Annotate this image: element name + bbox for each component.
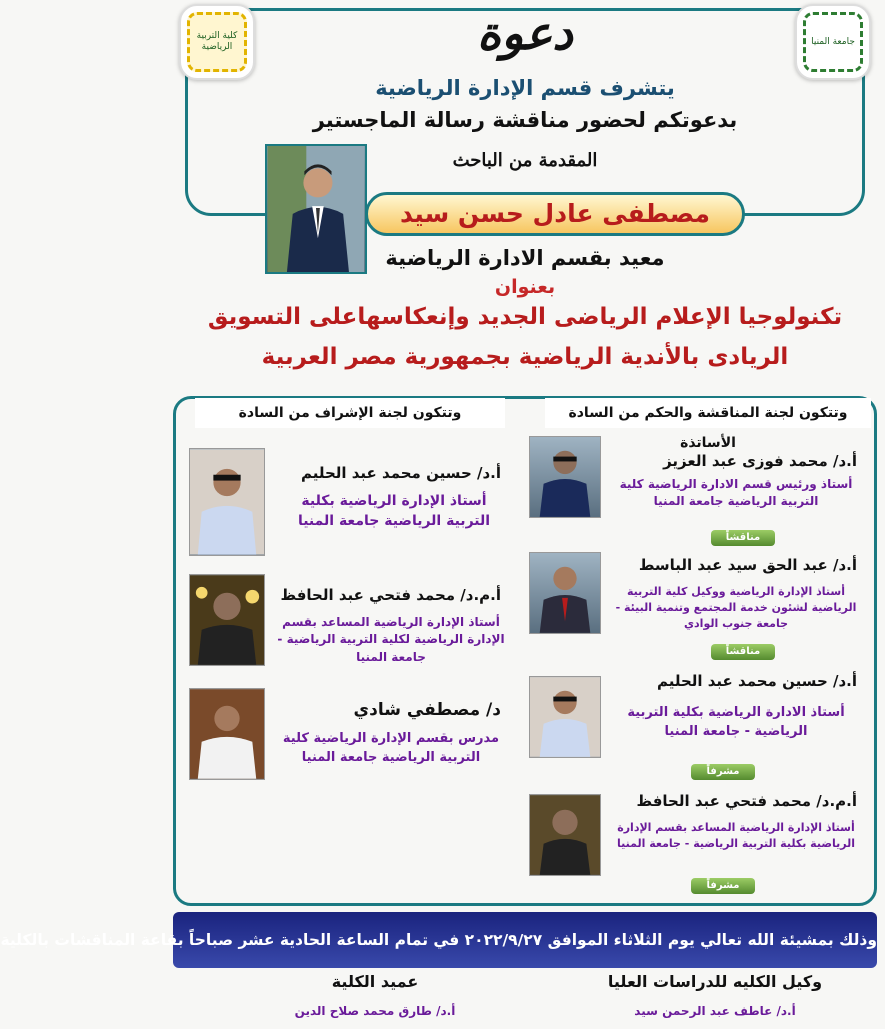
member-description: مدرس بقسم الإدارة الرياضية كلية التربية الرياضية جامعة المنيا [282, 731, 500, 765]
person-silhouette-icon [530, 795, 600, 875]
member-name: د/ مصطفي شادي [353, 700, 501, 720]
supervision-committee-heading: وتتكون لجنة الإشراف من السادة [195, 398, 505, 428]
member-description: أستاذ ورئيس قسم الادارة الرياضية كلية التربية الرياضية جامعة المنيا [619, 477, 853, 509]
thesis-title-line-1: تكنولوجيا الإعلام الرياضى الجديد وإنعكاسهاعلى التسويق [207, 304, 843, 330]
presented-by-label: المقدمة من الباحث [452, 150, 598, 171]
member-name: أ.د/ عبد الحق سيد عبد الباسط [638, 556, 857, 574]
vice-dean-title: وكيل الكليه للدراسات العليا [607, 972, 823, 991]
member-name: أ.د/ محمد فوزى عبد العزيز [663, 452, 857, 470]
discussion-member-1 [525, 436, 865, 548]
member-description: أستاذ الادارة الرياضية بكلية التربية الرياضية - جامعة المنيا [627, 705, 845, 739]
supervision-member-2 [185, 572, 515, 688]
host-department-line: يتشرف قسم الإدارة الرياضية [375, 76, 675, 100]
logo-right-text: جامعة المنيا [803, 12, 863, 72]
thesis-title-label: بعنوان [494, 276, 556, 298]
dean-title: عميد الكلية [331, 972, 419, 991]
member-description: أستاذ الإدارة الرياضية المساعد بقسم الإدارة الرياضية لكلية التربية الرياضية - جامعة المنيا [277, 615, 505, 664]
member-photo [189, 574, 265, 666]
member-role-badge: مناقشاً [711, 644, 775, 660]
researcher-name: مصطفى عادل حسن سيد [365, 192, 745, 236]
member-role-badge: مشرفاً [691, 878, 755, 894]
discussion-committee-heading: وتتكون لجنة المناقشة والحكم من السادة الأساتذة [545, 398, 871, 428]
supervision-member-1 [185, 446, 515, 562]
member-name: أ.م.د/ محمد فتحي عبد الحافظ [636, 792, 857, 810]
discussion-member-2 [525, 552, 865, 660]
discussion-member-4 [525, 790, 865, 902]
member-photo [529, 794, 601, 876]
person-silhouette-icon [530, 677, 600, 757]
person-silhouette-icon [530, 437, 600, 517]
person-silhouette-icon [190, 449, 264, 555]
dean-name: أ.د/ طارق محمد صلاح الدين [294, 1004, 456, 1018]
person-silhouette-icon [190, 689, 264, 779]
member-photo [189, 688, 265, 780]
supervision-member-3 [185, 688, 515, 798]
discussion-member-3 [525, 670, 865, 782]
member-photo [529, 436, 601, 518]
member-name: أ.م.د/ محمد فتحي عبد الحافظ [280, 586, 501, 604]
invitation-purpose-line: بدعوتكم لحضور مناقشة رسالة الماجستير [312, 108, 738, 132]
invitation-title: دعوة [477, 6, 573, 60]
event-date-band: وذلك بمشيئة الله تعالي يوم الثلاثاء الموافق ٢٠٢٢/٩/٢٧ في تمام الساعة الحادية عشر صباحاً بقاعة المناقشات بالكلية [173, 912, 877, 968]
member-photo [529, 552, 601, 634]
member-role-badge: مشرفاً [691, 764, 755, 780]
vice-dean-name: أ.د/ عاطف عبد الرحمن سيد [634, 1004, 796, 1018]
member-photo [189, 448, 265, 556]
member-description: أستاذ الإدارة الرياضية المساعد بقسم الإدارة الرياضية بكلية التربية الرياضية - جامعة المنيا [617, 821, 855, 850]
thesis-title-line-2: الريادى بالأندية الرياضية بجمهورية مصر العربية [261, 344, 789, 370]
member-photo [529, 676, 601, 758]
member-name: أ.د/ حسين محمد عبد الحليم [656, 672, 857, 690]
logo-left-text: كلية التربية الرياضية [187, 12, 247, 72]
member-description: أستاذ الإدارة الرياضية بكلية التربية الرياضية جامعة المنيا [297, 493, 491, 529]
member-name: أ.د/ حسين محمد عبد الحليم [300, 464, 501, 482]
member-description: أستاذ الإدارة الرياضية ووكيل كلية التربية الرياضية لشئون خدمة المجتمع وتنمية البيئة - جامعة جنوب الوادي [615, 585, 857, 630]
member-role-badge: مناقشاً [711, 530, 775, 546]
person-silhouette-icon [190, 575, 264, 665]
person-silhouette-icon [530, 553, 600, 633]
researcher-role: معيد بقسم الادارة الرياضية [385, 246, 665, 270]
